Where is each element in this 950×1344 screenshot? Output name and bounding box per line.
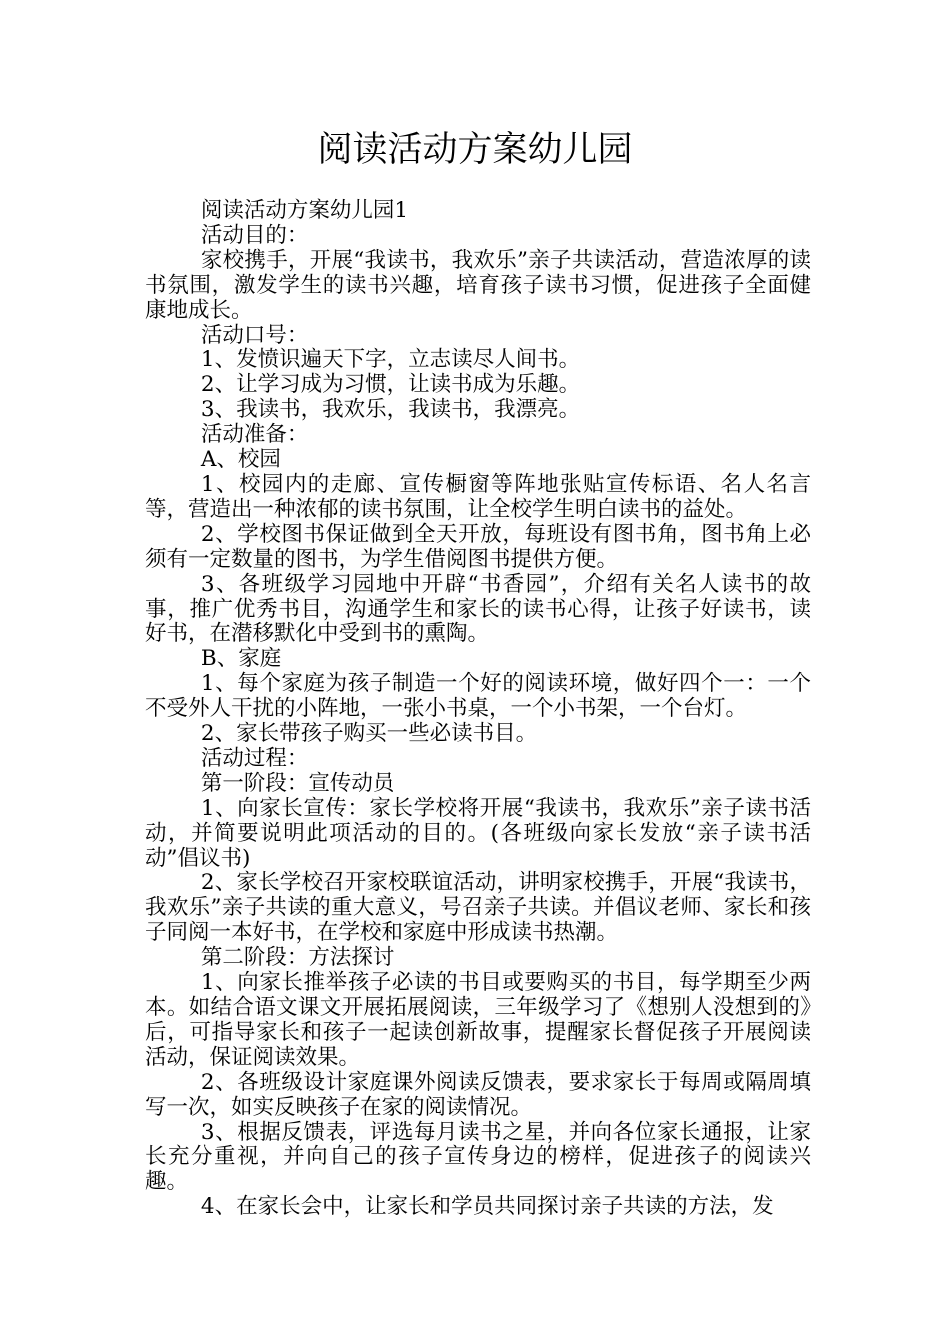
list-item: 2、家长学校召开家校联谊活动，讲明家校携手，开展“我读书，我欢乐”亲子共读的重大意义，号召亲子共读。并倡议老师、家长和孩子同阅一本好书，在学校和家庭中形成读书热潮。 [145,870,811,946]
document-title: 阅读活动方案幼儿园 [317,130,633,170]
subheading-stage-two: 第二阶段：方法探讨 [200,945,395,971]
list-item: 1、发愤识遍天下字，立志读尽人间书。 [200,347,581,373]
subheading-campus: A、校园 [200,447,281,473]
list-item: 1、向家长推举孩子必读的书目或要购买的书目，每学期至少两本。如结合语文课文开展拓展阅读，三年级学习了《想别人没想到的》后，可指导家长和孩子一起读创新故事，提醒家长督促孩子开展阅读活动，保证阅读效果。 [145,970,811,1070]
list-item: 2、让学习成为习惯，让读书成为乐趣。 [200,372,581,398]
list-item: 2、学校图书保证做到全天开放，每班设有图书角，图书角上必须有一定数量的图书，为学生借阅图书提供方便。 [145,521,811,572]
list-item: 1、校园内的走廊、宣传橱窗等阵地张贴宣传标语、名人名言等，营造出一种浓郁的读书氛围，让全校学生明白读书的益处。 [145,471,811,522]
list-item: 2、各班级设计家庭课外阅读反馈表，要求家长于每周或隔周填写一次，如实反映孩子在家的阅读情况。 [145,1069,811,1120]
subheading-purpose: 活动目的： [200,222,309,248]
subheading-slogan: 活动口号： [200,322,309,348]
document-body [145,199,811,1220]
list-item: 3、我读书，我欢乐，我读书，我漂亮。 [200,397,581,423]
list-item: 3、各班级学习园地中开辟“书香园”，介绍有关名人读书的故事，推广优秀书目，沟通学生和家长的读书心得，让孩子好读书，读好书，在潜移默化中受到书的熏陶。 [145,571,811,647]
list-item: 1、每个家庭为孩子制造一个好的阅读环境，做好四个一：一个不受外人干扰的小阵地，一张小书桌，一个小书架，一个台灯。 [145,671,811,722]
list-item: 2、家长带孩子购买一些必读书目。 [200,721,538,747]
list-item: 3、根据反馈表，评选每月读书之星，并向各位家长通报，让家长充分重视，并向自己的孩子宣传身边的榜样，促进孩子的阅读兴趣。 [145,1119,811,1195]
list-item: 4、在家长会中，让家长和学员共同探讨亲子共读的方法，发 [200,1194,774,1220]
subheading-process: 活动过程： [200,745,309,771]
subheading-family: B、家庭 [200,646,282,672]
paragraph: 家校携手，开展“我读书，我欢乐”亲子共读活动，营造浓厚的读书氛围，激发学生的读书兴趣，培育孩子读书习惯，促进孩子全面健康地成长。 [145,247,811,323]
section-heading: 阅读活动方案幼儿园1 [200,198,409,223]
subheading-stage-one: 第一阶段：宣传动员 [200,770,395,796]
subheading-preparation: 活动准备： [200,422,309,448]
list-item: 1、向家长宣传：家长学校将开展“我读书，我欢乐”亲子读书活动，并简要说明此项活动的目的。(各班级向家长发放“亲子读书活动”倡议书) [145,795,811,871]
